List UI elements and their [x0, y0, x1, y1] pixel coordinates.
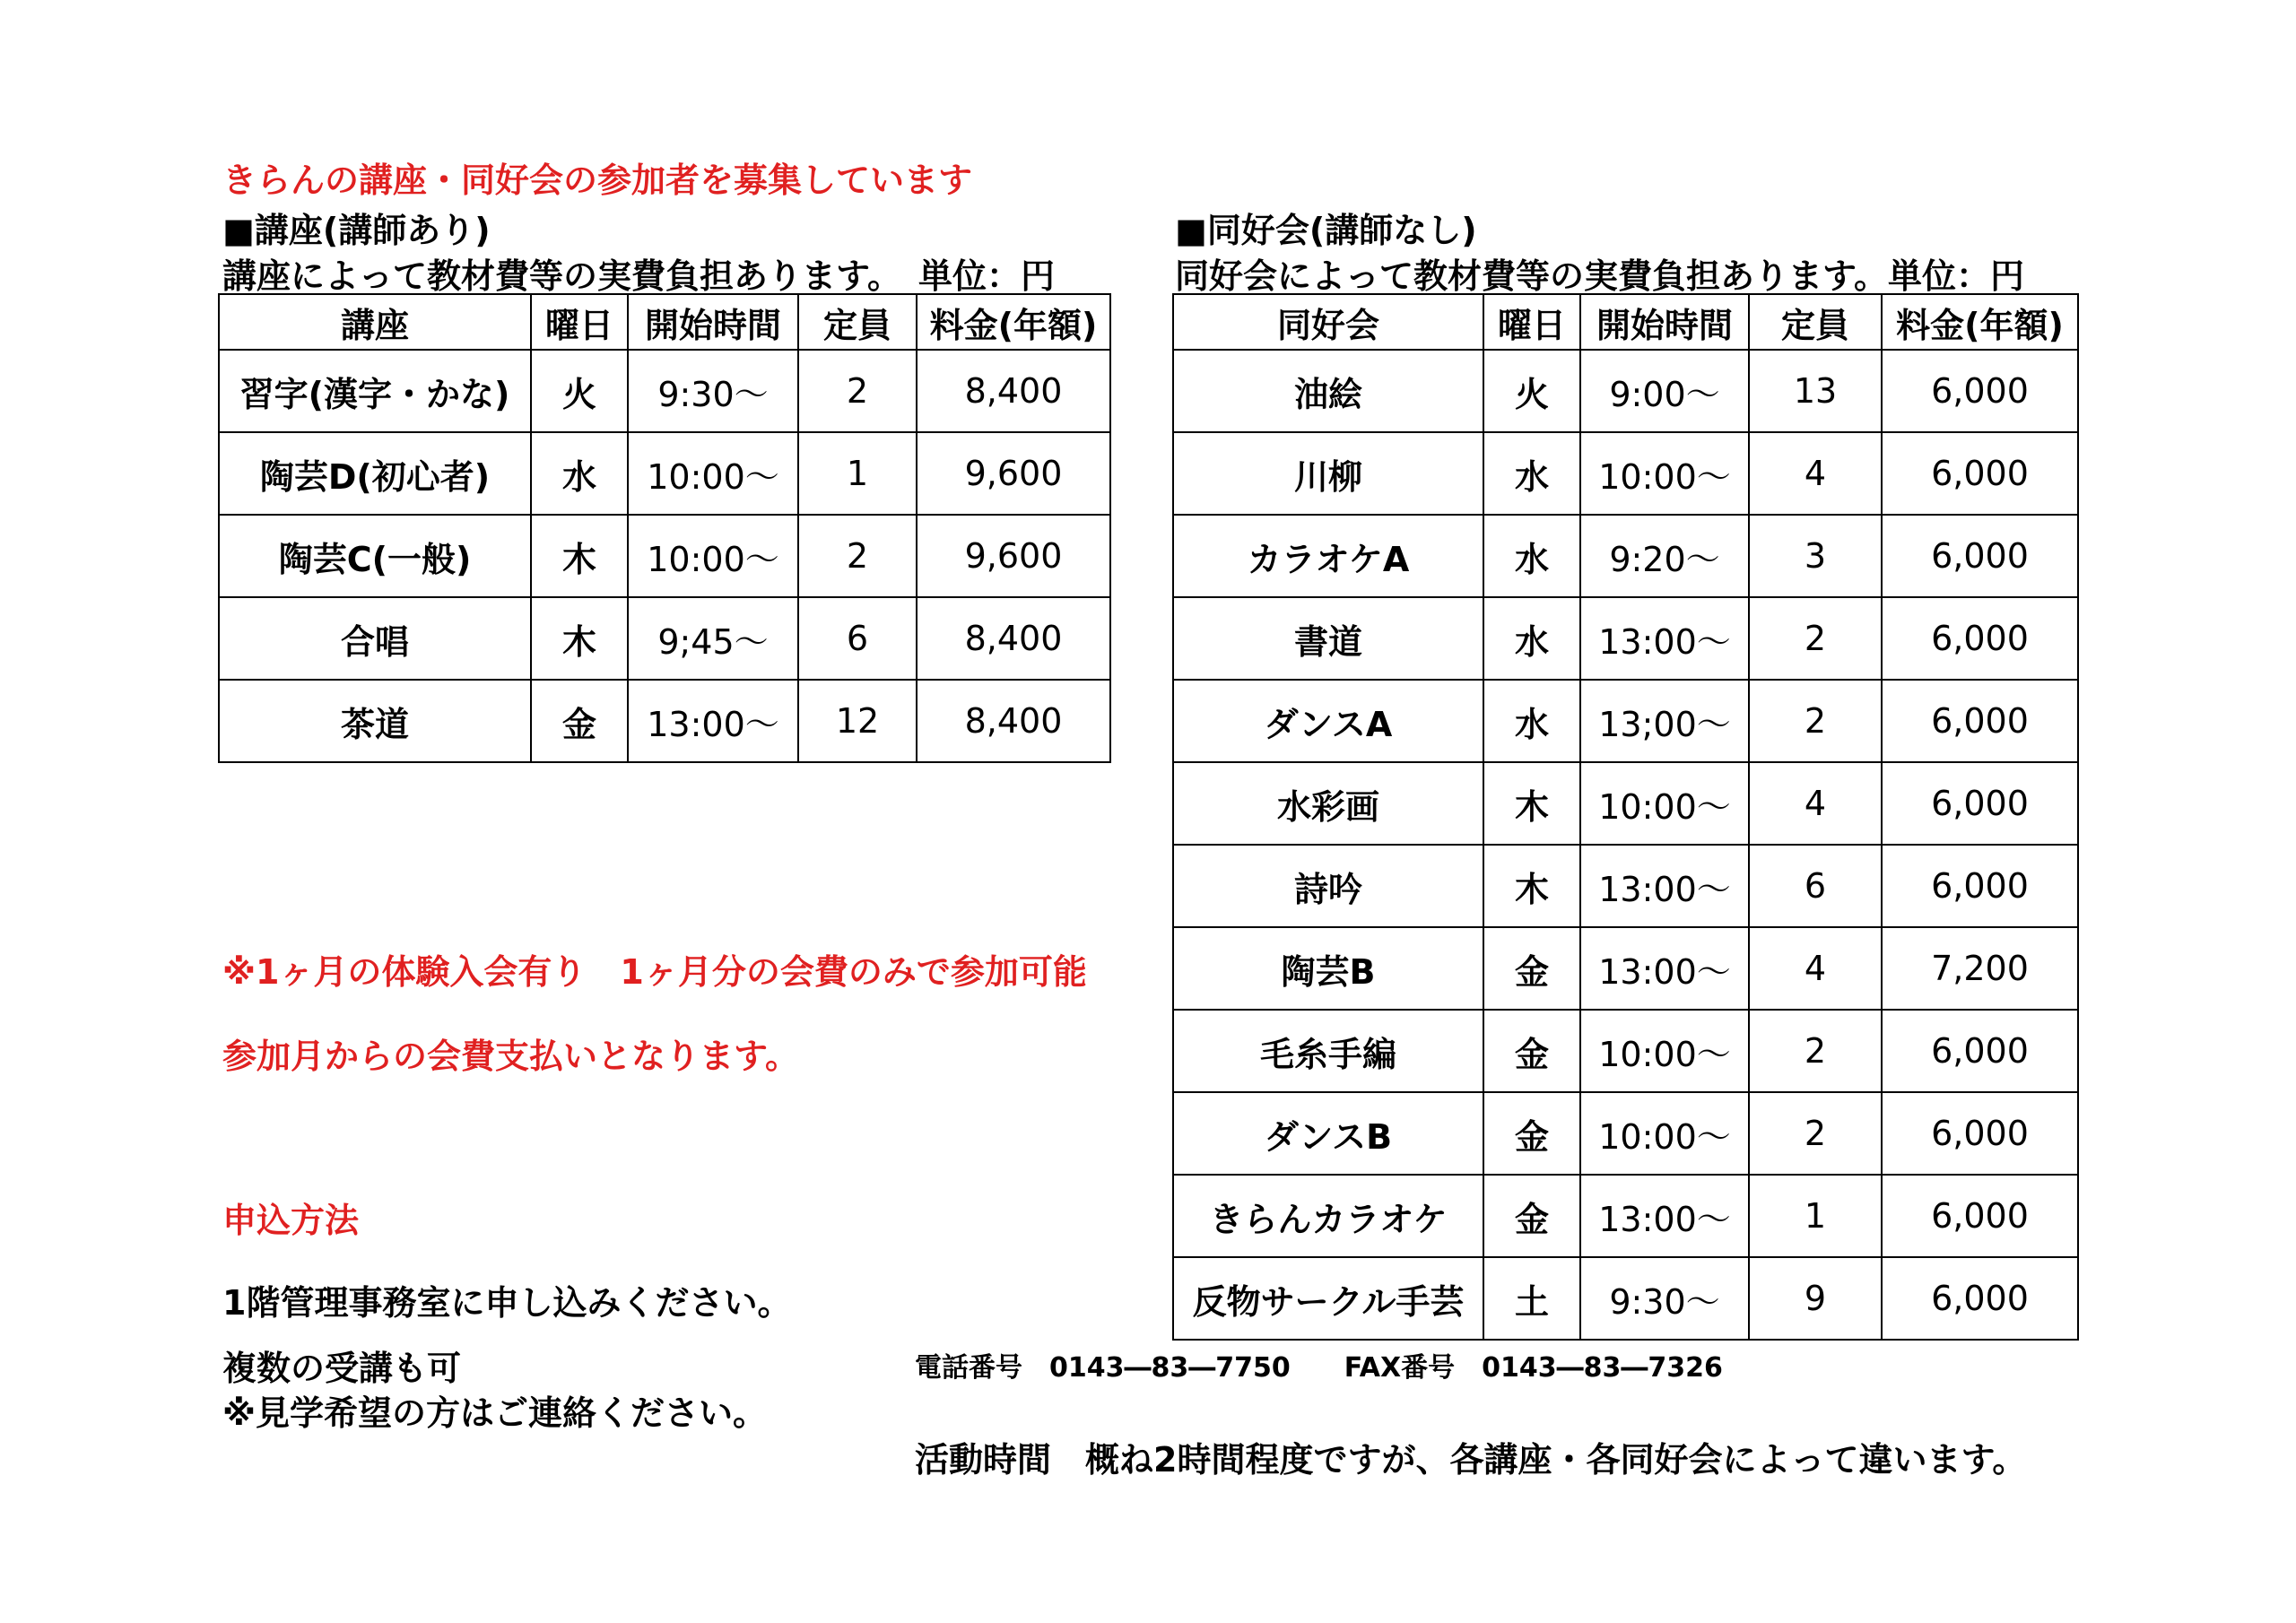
club-name: ダンスB	[1173, 1092, 1483, 1175]
annual-fee: 6,000	[1882, 845, 2078, 927]
capacity: 4	[1749, 927, 1882, 1010]
capacity: 2	[1749, 597, 1882, 680]
weekday: 火	[1483, 350, 1580, 432]
start-time: 13;00～	[1580, 680, 1749, 762]
weekday: 水	[1483, 680, 1580, 762]
annual-fee: 9,600	[917, 432, 1110, 515]
club-name: ダンスA	[1173, 680, 1483, 762]
activity-time-note: 活動時間 概ね2時間程度ですが、各講座・各同好会によって違います。	[915, 1440, 2027, 1480]
capacity: 9	[1749, 1257, 1882, 1340]
table-header-row	[1173, 294, 2078, 350]
annual-fee: 8,400	[917, 597, 1110, 680]
column-header: 開始時間	[628, 294, 798, 350]
annual-fee: 6,000	[1882, 1092, 2078, 1175]
club-name: 反物サークル手芸	[1173, 1257, 1483, 1340]
table-row	[1173, 432, 2078, 515]
table-row	[219, 350, 1110, 432]
club-name: 油絵	[1173, 350, 1483, 432]
lessons-note: 講座によって教材費等の実費負担あります。 単位：円	[222, 256, 1055, 296]
course-name: 合唱	[219, 597, 531, 680]
lessons-table	[218, 293, 1111, 763]
club-name: 詩吟	[1173, 845, 1483, 927]
course-name: 陶芸D(初心者)	[219, 432, 531, 515]
table-row	[1173, 1092, 2078, 1175]
weekday: 金	[1483, 927, 1580, 1010]
lessons-heading: ■講座(講師あり)	[222, 211, 491, 250]
capacity: 1	[798, 432, 917, 515]
table-row	[1173, 350, 2078, 432]
start-time: 13:00～	[1580, 1175, 1749, 1257]
capacity: 2	[1749, 680, 1882, 762]
start-time: 10:00～	[628, 432, 798, 515]
start-time: 13:00～	[1580, 845, 1749, 927]
capacity: 2	[798, 515, 917, 597]
table-row	[1173, 762, 2078, 845]
capacity: 13	[1749, 350, 1882, 432]
contact-numbers: 電話番号 0143―83―7750 FAX番号 0143―83―7326	[915, 1352, 1723, 1384]
table-row	[219, 680, 1110, 762]
table-row	[1173, 680, 2078, 762]
table-row	[219, 515, 1110, 597]
capacity: 2	[1749, 1010, 1882, 1092]
weekday: 金	[531, 680, 628, 762]
annual-fee: 6,000	[1882, 680, 2078, 762]
table-row	[219, 597, 1110, 680]
clubs-table	[1172, 293, 2079, 1341]
weekday: 水	[1483, 597, 1580, 680]
trial-payment-note: 参加月からの会費支払いとなります。	[222, 1037, 799, 1076]
start-time: 13:00～	[1580, 597, 1749, 680]
table-row	[1173, 1175, 2078, 1257]
column-header: 講座	[219, 294, 531, 350]
apply-multiple: 複数の受講も可	[222, 1349, 462, 1388]
capacity: 4	[1749, 762, 1882, 845]
start-time: 10:00～	[628, 515, 798, 597]
clubs-note: 同好会によって教材費等の実費負担あります。単位：円	[1175, 256, 2024, 296]
column-header: 料金(年額)	[917, 294, 1110, 350]
column-header: 定員	[798, 294, 917, 350]
weekday: 金	[1483, 1175, 1580, 1257]
start-time: 9:20～	[1580, 515, 1749, 597]
column-header: 曜日	[1483, 294, 1580, 350]
club-name: きらんカラオケ	[1173, 1175, 1483, 1257]
apply-visit-note: ※見学希望の方はご連絡ください。	[222, 1393, 767, 1433]
table-row	[1173, 597, 2078, 680]
start-time: 9;45～	[628, 597, 798, 680]
annual-fee: 6,000	[1882, 762, 2078, 845]
column-header: 同好会	[1173, 294, 1483, 350]
annual-fee: 6,000	[1882, 1010, 2078, 1092]
annual-fee: 6,000	[1882, 515, 2078, 597]
column-header: 開始時間	[1580, 294, 1749, 350]
club-name: 水彩画	[1173, 762, 1483, 845]
club-name: 川柳	[1173, 432, 1483, 515]
apply-heading: 申込方法	[222, 1201, 360, 1240]
capacity: 3	[1749, 515, 1882, 597]
club-name: 毛糸手編	[1173, 1010, 1483, 1092]
capacity: 2	[798, 350, 917, 432]
weekday: 金	[1483, 1010, 1580, 1092]
table-row	[1173, 515, 2078, 597]
capacity: 4	[1749, 432, 1882, 515]
start-time: 10:00～	[1580, 1010, 1749, 1092]
club-name: カラオケA	[1173, 515, 1483, 597]
capacity: 6	[798, 597, 917, 680]
weekday: 木	[531, 597, 628, 680]
column-header: 定員	[1749, 294, 1882, 350]
annual-fee: 6,000	[1882, 350, 2078, 432]
capacity: 2	[1749, 1092, 1882, 1175]
table-row	[1173, 927, 2078, 1010]
weekday: 木	[531, 515, 628, 597]
start-time: 9:00～	[1580, 350, 1749, 432]
trial-notice: ※1ヶ月の体験入会有り 1ヶ月分の会費のみで参加可能	[222, 952, 1087, 992]
annual-fee: 6,000	[1882, 432, 2078, 515]
start-time: 10:00～	[1580, 1092, 1749, 1175]
table-row	[219, 432, 1110, 515]
capacity: 6	[1749, 845, 1882, 927]
weekday: 水	[531, 432, 628, 515]
capacity: 1	[1749, 1175, 1882, 1257]
course-name: 陶芸C(一般)	[219, 515, 531, 597]
club-name: 書道	[1173, 597, 1483, 680]
start-time: 13:00～	[628, 680, 798, 762]
table-row	[1173, 1257, 2078, 1340]
start-time: 10:00～	[1580, 432, 1749, 515]
clubs-heading: ■同好会(講師なし)	[1175, 211, 1477, 250]
start-time: 9:30～	[628, 350, 798, 432]
table-row	[1173, 1010, 2078, 1092]
start-time: 10:00～	[1580, 762, 1749, 845]
weekday: 火	[531, 350, 628, 432]
course-name: 習字(漢字・かな)	[219, 350, 531, 432]
weekday: 土	[1483, 1257, 1580, 1340]
weekday: 水	[1483, 432, 1580, 515]
weekday: 木	[1483, 845, 1580, 927]
annual-fee: 8,400	[917, 350, 1110, 432]
column-header: 曜日	[531, 294, 628, 350]
annual-fee: 6,000	[1882, 1257, 2078, 1340]
annual-fee: 6,000	[1882, 597, 2078, 680]
weekday: 水	[1483, 515, 1580, 597]
table-row	[1173, 845, 2078, 927]
annual-fee: 6,000	[1882, 1175, 2078, 1257]
club-name: 陶芸B	[1173, 927, 1483, 1010]
weekday: 木	[1483, 762, 1580, 845]
column-header: 料金(年額)	[1882, 294, 2078, 350]
weekday: 金	[1483, 1092, 1580, 1175]
annual-fee: 8,400	[917, 680, 1110, 762]
course-name: 茶道	[219, 680, 531, 762]
annual-fee: 9,600	[917, 515, 1110, 597]
annual-fee: 7,200	[1882, 927, 2078, 1010]
start-time: 13:00～	[1580, 927, 1749, 1010]
start-time: 9:30～	[1580, 1257, 1749, 1340]
page-headline: きらんの講座・同好会の参加者を募集しています	[222, 161, 973, 200]
table-header-row	[219, 294, 1110, 350]
capacity: 12	[798, 680, 917, 762]
apply-instruction: 1階管理事務室に申し込みください。	[222, 1283, 792, 1323]
